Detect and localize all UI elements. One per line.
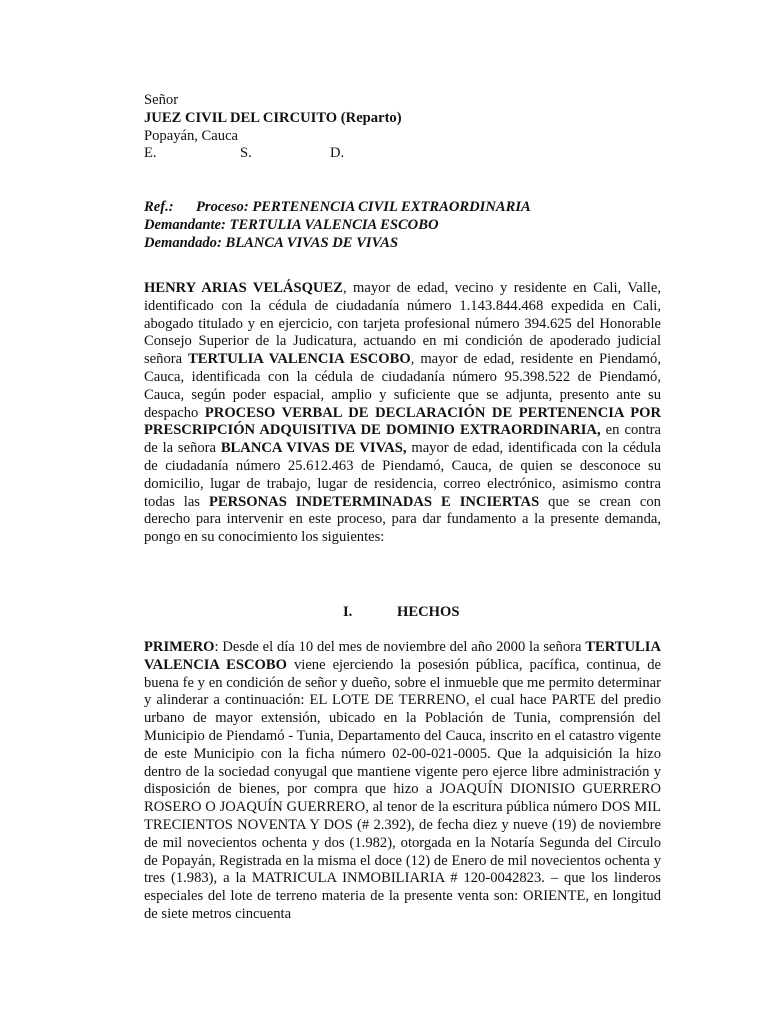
- fact-label: PRIMERO: [144, 639, 215, 655]
- intro-text-1: , mayor de edad, vecino y residente en Cali, Valle, identificado con la cédula de ciudadanía número 1.143.844.468 expedida en Cali, abogado titulado y en ejercicio, con tarjeta profesional número 394.625 del Honorable Consejo Superior de la Judicatura, actuando en mi condición de apoderado judicial señora: [144, 280, 661, 368]
- esd-e: E.: [144, 145, 157, 162]
- reference-block: [144, 199, 661, 252]
- judge-title: JUEZ CIVIL DEL CIRCUITO (Reparto): [144, 109, 402, 126]
- salutation: Señor: [144, 92, 179, 108]
- client-name: TERTULIA VALENCIA ESCOBO: [188, 351, 411, 368]
- fact-text-1: : Desde el día 10 del mes de noviembre del año 2000 la señora: [214, 639, 586, 655]
- city: Popayán, Cauca: [144, 127, 239, 144]
- section-title: HECHOS: [397, 604, 460, 620]
- ref-label: Ref.:: [144, 199, 174, 215]
- process-name: PROCESO VERBAL DE DECLARACIÓN DE PERTENENCIA POR PRESCRIPCIÓN ADQUISITIVA DE DOMINIO EXTRAORDINARIA,: [144, 404, 661, 439]
- intro-text-2: , mayor de edad, residente en Piendamó, Cauca, identificada con la cédula de ciudadanía número 95.398.522 de Piendamó, Cauca, según poder espacial, amplio y suficiente que se adjunta, presento ante su despacho: [144, 351, 661, 421]
- section-number: I.: [343, 604, 353, 620]
- esd-d: D.: [330, 145, 345, 162]
- fact-client-name: TERTULIA VALENCIA ESCOBO: [144, 639, 661, 673]
- intro-text-3: en contra de la señora: [144, 422, 661, 457]
- intro-paragraph: [144, 280, 661, 547]
- addressee-block: [144, 92, 661, 163]
- intro-text-5: que se crean con derecho para intervenir en este proceso, para dar fundamento a la presente demanda, pongo en su conocimiento los siguientes:: [144, 493, 661, 546]
- persons-indeterminate: PERSONAS INDETERMINADAS E INCIERTAS: [208, 493, 540, 510]
- ref-process-line: [144, 199, 661, 217]
- esd-line: [144, 145, 661, 163]
- fact-first-paragraph: [144, 639, 661, 924]
- ref-plaintiff: Demandante: TERTULIA VALENCIA ESCOBO: [144, 216, 439, 233]
- esd-s: S.: [240, 145, 252, 162]
- intro-text-4: mayor de edad, identificada con la cédula de ciudadanía número 25.612.463 de Piendamó, Cauca, de quien se desconoce su domicilio, lugar de trabajo, lugar de residencia, correo electrónico, asimismo contra todas las: [144, 440, 661, 510]
- fact-text-2: viene ejerciendo la posesión pública, pacífica, continua, de buena fe y en condición de señor y dueño, sobre el inmueble que me permito determinar y alinderar a continuación: EL LOTE DE TERRENO, el cual hace PARTE del predio urbano de mayor extensión, ubicado en la Población de Tunia, comprensión del Municipio de Piendamó - Tunia, Departamento del Cauca, inscrito en el catastro vigente de este Municipio con la ficha número 02-00-021-0005. Que la adquisición la hizo dentro de la sociedad conyugal que mantiene vigente pero ejerce libre administración y disposición de bienes, por compra que hizo a JOAQUÍN DIONISIO GUERRERO ROSERO O JOAQUÍN GUERRERO, al tenor de la escritura pública número DOS MIL TRECIENTOS NOVENTA Y DOS (# 2.392), de fecha diez y nueve (19) de noviembre de mil novecientos ochenta y dos (1.982), otorgada en la Notaría Segunda del Circulo de Popayán, Registrada en la misma el doce (12) de Enero de mil novecientos ochenta y tres (1.983), a la MATRICULA INMOBILIARIA # 120-0042823. – que los linderos especiales del lote de terreno materia de la presente venta son: ORIENTE, en longitud de siete metros cincuenta: [144, 656, 661, 922]
- ref-defendant: Demandado: BLANCA VIVAS DE VIVAS: [144, 234, 399, 251]
- ref-process: Proceso: PERTENENCIA CIVIL EXTRAORDINARIA: [196, 199, 531, 215]
- defendant-name: BLANCA VIVAS DE VIVAS,: [220, 440, 407, 457]
- lawyer-name: HENRY ARIAS VELÁSQUEZ: [144, 280, 343, 296]
